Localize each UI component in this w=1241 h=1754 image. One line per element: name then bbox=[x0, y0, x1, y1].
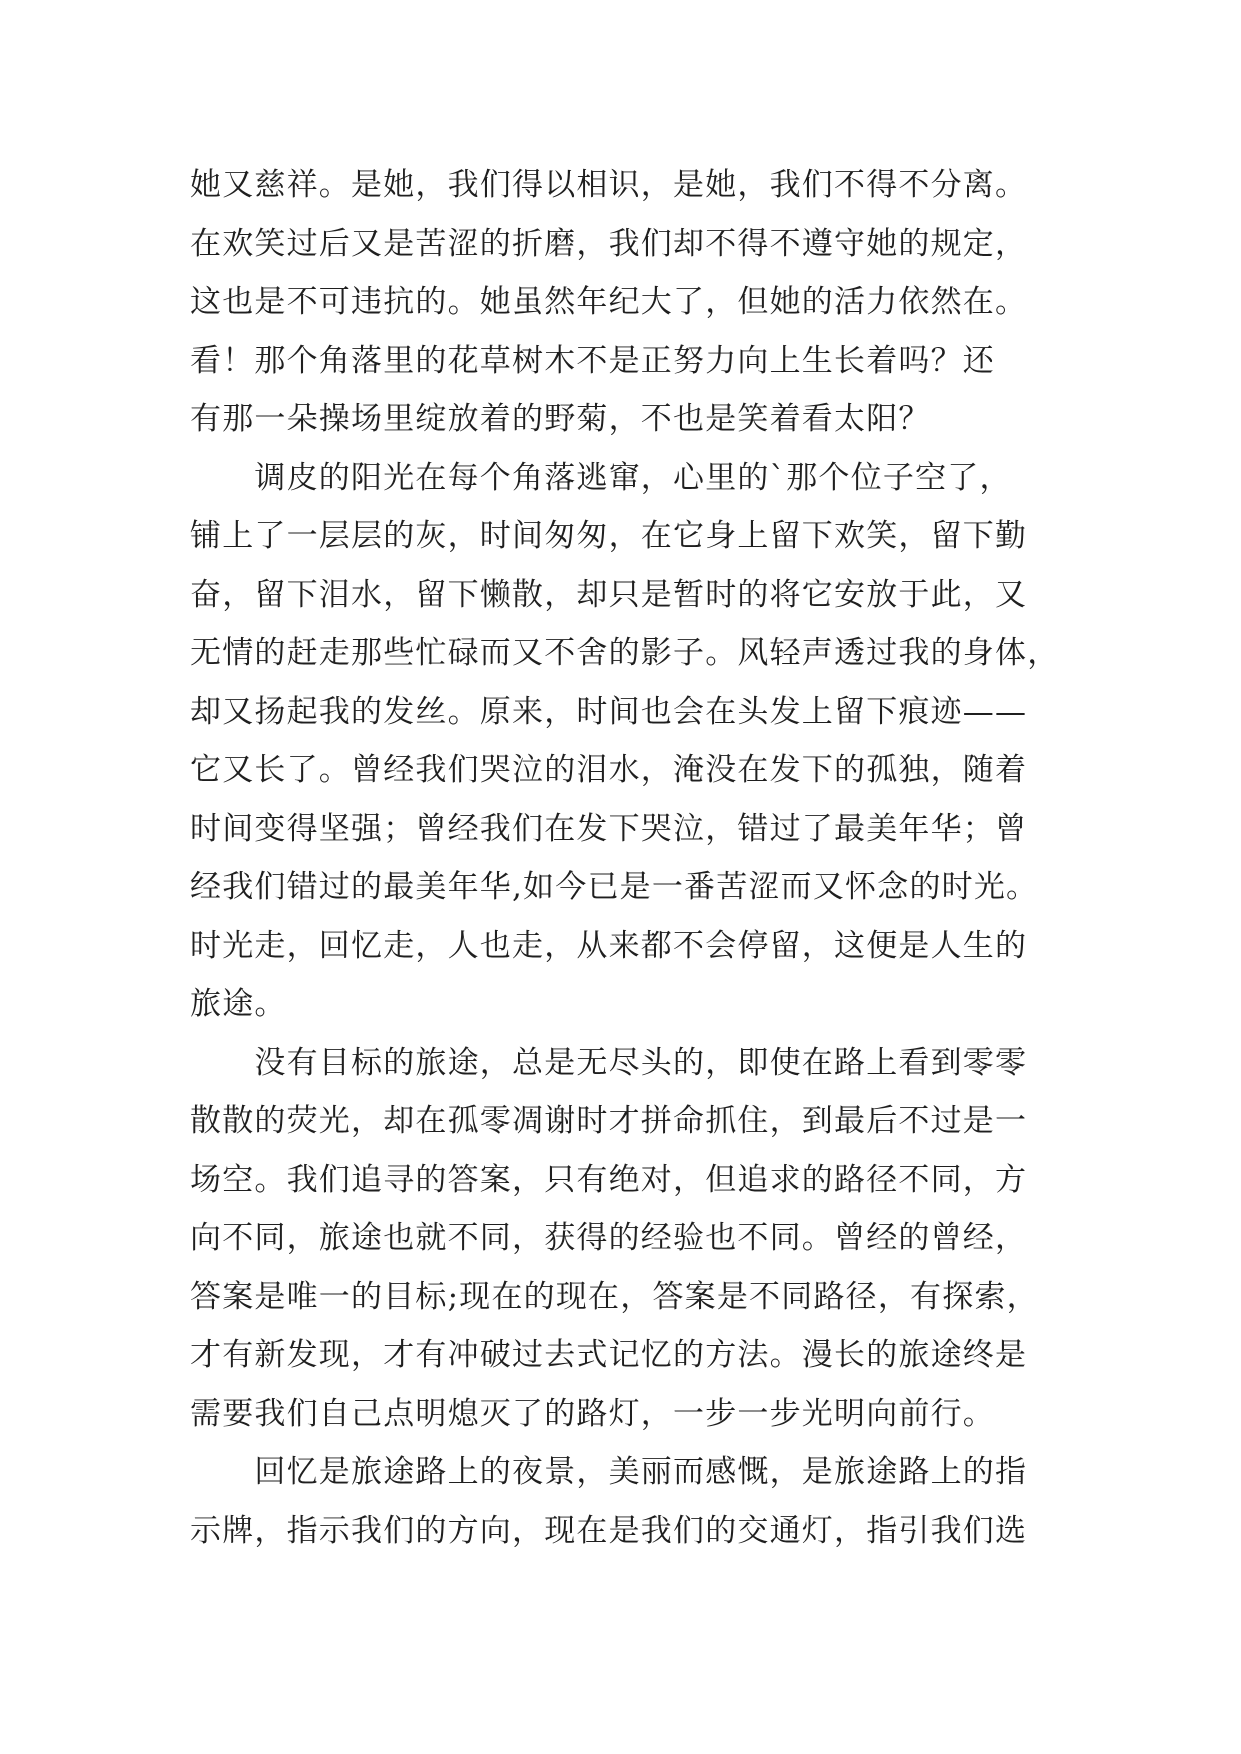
text-line: 调皮的阳光在每个角落逃窜，心里的`那个位子空了， bbox=[190, 459, 1012, 496]
text-line: 回忆是旅途路上的夜景，美丽而感慨，是旅途路上的指 bbox=[190, 1454, 1028, 1490]
text-line: 在欢笑过后又是苦涩的折磨，我们却不得不遵守她的规定， bbox=[190, 225, 1028, 262]
text-line: 没有目标的旅途，总是无尽头的，即使在路上看到零零 bbox=[190, 1044, 1028, 1081]
text-line: 答案是唯一的目标;现在的现在，答案是不同路径，有探索， bbox=[190, 1278, 1039, 1315]
text-line: 向不同，旅途也就不同，获得的经验也不同。曾经的曾经， bbox=[190, 1220, 1028, 1256]
text-line: 铺上了一层层的灰，时间匆匆，在它身上留下欢笑，留下勤 bbox=[190, 518, 1028, 554]
text-line: 它又长了。曾经我们哭泣的泪水，淹没在发下的孤独，随着 bbox=[190, 752, 1028, 788]
text-line: 旅途。 bbox=[190, 986, 287, 1022]
text-line: 场空。我们追寻的答案，只有绝对，但追求的路径不同，方 bbox=[190, 1161, 1028, 1198]
text-line: 奋，留下泪水，留下懒散，却只是暂时的将它安放于此，又 bbox=[190, 576, 1028, 613]
text-line: 经我们错过的最美年华,如今已是一番苦涩而又怀念的时光。 bbox=[190, 869, 1039, 905]
text-line: 需要我们自己点明熄灭了的路灯，一步一步光明向前行。 bbox=[190, 1395, 995, 1432]
text-line: 看！那个角落里的花草树木不是正努力向上生长着吗？还 bbox=[190, 342, 995, 379]
text-line: 才有新发现，才有冲破过去式记忆的方法。漫长的旅途终是 bbox=[190, 1337, 1028, 1373]
text-line: 无情的赶走那些忙碌而又不舍的影子。风轻声透过我的身体， bbox=[190, 635, 1060, 671]
text-line: 却又扬起我的发丝。原来，时间也会在头发上留下痕迹—— bbox=[190, 693, 1028, 730]
text-line: 示牌，指示我们的方向，现在是我们的交通灯，指引我们选 bbox=[190, 1512, 1028, 1549]
text-line: 她又慈祥。是她，我们得以相识，是她，我们不得不分离。 bbox=[190, 167, 1028, 203]
text-line: 散散的荧光，却在孤零凋谢时才拼命抓住，到最后不过是一 bbox=[190, 1103, 1028, 1139]
text-line: 有那一朵操场里绽放着的野菊，不也是笑着看太阳？ bbox=[190, 401, 931, 437]
text-line: 时间变得坚强；曾经我们在发下哭泣，错过了最美年华；曾 bbox=[190, 810, 1028, 847]
document-body bbox=[190, 156, 1070, 1560]
text-line: 时光走，回忆走，人也走，从来都不会停留，这便是人生的 bbox=[190, 927, 1028, 964]
text-line: 这也是不可违抗的。她虽然年纪大了，但她的活力依然在。 bbox=[190, 284, 1028, 320]
